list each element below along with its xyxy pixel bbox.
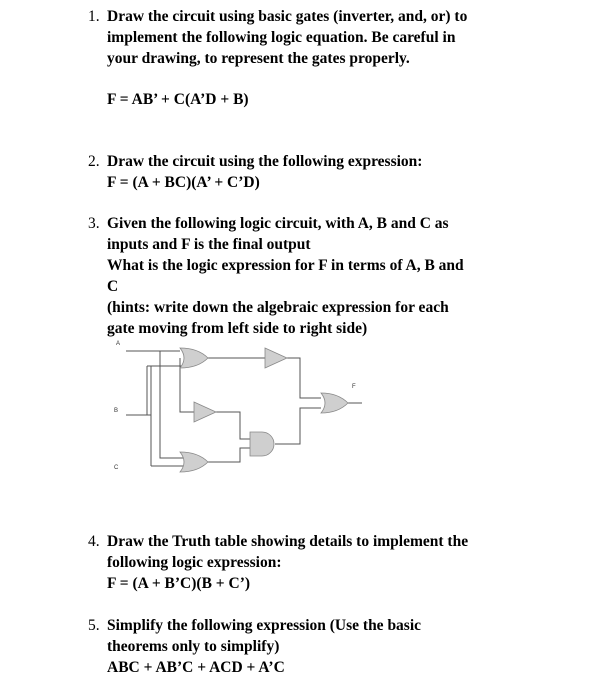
question-5-line-2: theorems only to simplify) [107,638,280,655]
question-3-line-5: (hints: write down the algebraic expression for each [107,299,449,316]
question-1-number: 1. [88,8,100,25]
question-3-line-2: inputs and F is the final output [107,236,311,253]
wire-or2-out [206,448,250,462]
question-3-number: 3. [88,215,100,232]
question-2-line-1: Draw the circuit using the following expression: [107,153,423,170]
input-label-b: B [114,408,119,414]
question-2-number: 2. [88,153,100,170]
question-4-line-2: following logic expression: [107,554,282,571]
logic-circuit-diagram [100,336,370,496]
question-5-equation: ABC + AB’C + ACD + A’C [107,659,285,676]
wire-and-out [275,408,321,444]
inverter-gate-middle [194,402,216,422]
question-1-line-2: implement the following logic equation. Be careful in [107,29,456,46]
and-gate [250,432,274,456]
or-gate-top [180,348,208,368]
question-1-equation: F = AB’ + C(A’D + B) [107,91,249,108]
question-4 [88,531,468,594]
wire-inv2-out [215,412,250,439]
question-3 [88,213,464,339]
question-3-line-3: What is the logic expression for F in terms of A, B and [107,257,464,274]
or-gate-bottom [180,452,208,472]
question-2 [88,151,422,193]
or-gate-output [321,393,348,413]
question-3-line-6: gate moving from left side to right side) [107,320,368,337]
output-label-f: F [352,384,356,390]
question-1-line-1: Draw the circuit using basic gates (inverter, and, or) to [107,8,468,25]
input-label-c: C [114,465,119,471]
question-3-line-4: C [107,278,119,295]
wire-inv1-out [287,358,321,398]
input-label-a: A [116,341,121,347]
question-3-line-1: Given the following logic circuit, with A, B and C as [107,215,449,232]
question-1 [88,6,467,110]
question-1-line-3: your drawing, to represent the gates properly. [107,50,410,67]
question-2-equation: F = (A + BC)(A’ + C’D) [107,174,260,191]
question-5 [88,615,421,678]
question-5-line-1: Simplify the following expression (Use the basic [107,617,422,634]
inverter-gate-top [265,348,287,368]
question-5-number: 5. [88,617,100,634]
question-4-number: 4. [88,533,100,550]
question-4-equation: F = (A + B’C)(B + C’) [107,575,251,592]
question-4-line-1: Draw the Truth table showing details to implement the [107,533,469,550]
